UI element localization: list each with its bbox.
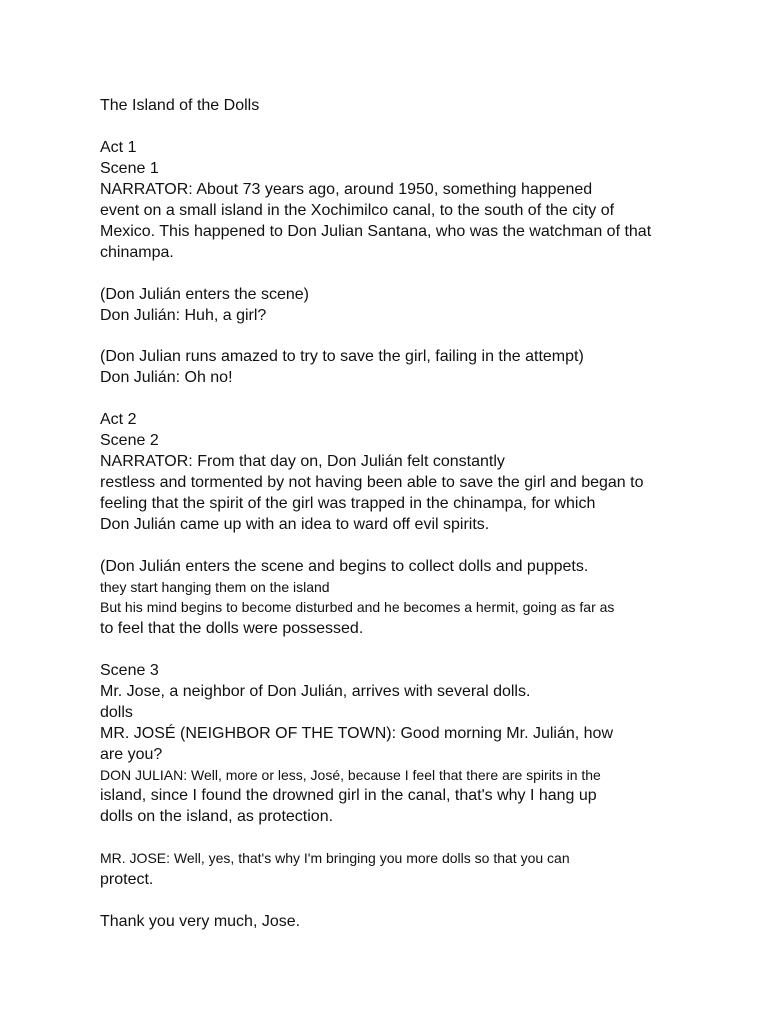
dialogue-line: Thank you very much, Jose. [100,913,301,930]
scene-heading: Scene 2 [100,432,159,449]
narrator-line: feeling that the spirit of the girl was trapped in the chinampa, for which [100,495,596,512]
narrator-line: chinampa. [100,244,174,261]
narrator-line: Don Julián came up with an idea to ward off evil spirits. [100,516,490,533]
document-title: The Island of the Dolls [100,97,260,114]
stage-direction: to feel that the dolls were possessed. [100,620,364,637]
dialogue-line: MR. JOSÉ (NEIGHBOR OF THE TOWN): Good morning Mr. Julián, how [100,725,614,742]
stage-direction: But his mind begins to become disturbed and he becomes a hermit, going as far as [100,599,615,615]
stage-direction: dolls [100,704,133,721]
dialogue-line: Don Julián: Huh, a girl? [100,307,267,324]
dialogue-line: Don Julián: Oh no! [100,369,233,386]
narrator-line: NARRATOR: About 73 years ago, around 1950, something happened [100,181,593,198]
stage-direction: they start hanging them on the island [100,579,330,595]
act-heading: Act 2 [100,411,137,428]
scene-heading: Scene 1 [100,160,159,177]
dialogue-line: MR. JOSE: Well, yes, that's why I'm bringing you more dolls so that you can [100,850,570,866]
narrator-line: NARRATOR: From that day on, Don Julián felt constantly [100,453,505,470]
stage-direction: Mr. Jose, a neighbor of Don Julián, arrives with several dolls. [100,683,531,700]
act-heading: Act 1 [100,139,137,156]
stage-direction: (Don Julián enters the scene and begins to collect dolls and puppets. [100,558,589,575]
dialogue-line: protect. [100,871,154,888]
stage-direction: (Don Julián enters the scene) [100,286,309,303]
scene-heading: Scene 3 [100,662,159,679]
dialogue-line: DON JULIAN: Well, more or less, José, because I feel that there are spirits in the [100,767,601,783]
narrator-line: event on a small island in the Xochimilco canal, to the south of the city of [100,202,615,219]
dialogue-line: island, since I found the drowned girl in the canal, that's why I hang up [100,787,597,804]
stage-direction: (Don Julian runs amazed to try to save the girl, failing in the attempt) [100,348,584,365]
narrator-line: restless and tormented by not having been able to save the girl and began to [100,474,644,491]
dialogue-line: are you? [100,746,163,763]
dialogue-line: dolls on the island, as protection. [100,808,334,825]
narrator-line: Mexico. This happened to Don Julian Santana, who was the watchman of that [100,223,652,240]
